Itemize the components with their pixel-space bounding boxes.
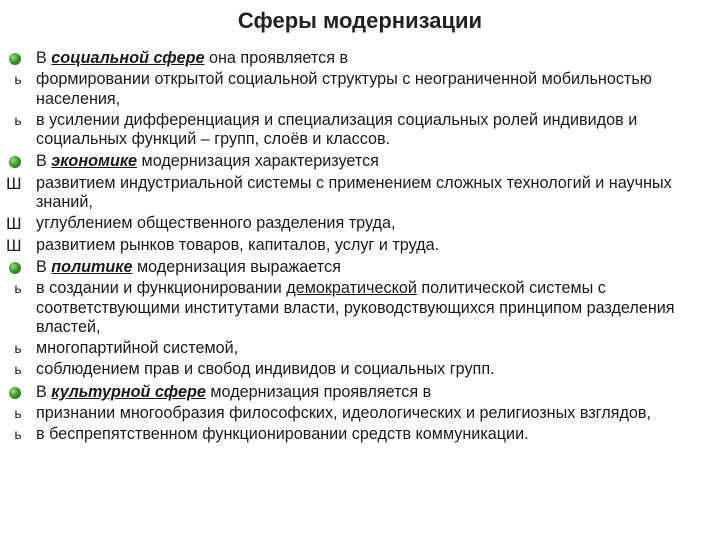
list-item-text: углублением общественного разделения труда,	[36, 214, 396, 233]
underlined-term: демократической	[286, 279, 417, 298]
keyword-culture: культурной сфере	[51, 382, 206, 401]
green-bullet-icon	[9, 156, 21, 168]
slide-title: Сферы модернизации	[237, 8, 483, 33]
bullet-marker: ь	[14, 280, 22, 297]
list-item-text: соблюдением прав и свобод индивидов и социальных групп.	[36, 360, 495, 379]
bullet-marker: Ш	[6, 235, 22, 255]
list-item-text: развитием рынков товаров, капиталов, услуг и труда.	[36, 235, 440, 254]
section-intro-social	[6, 49, 718, 68]
list-item	[6, 339, 718, 358]
bullet-marker: ь	[14, 426, 22, 443]
intro-text: В	[36, 382, 52, 401]
green-bullet-icon	[9, 387, 21, 399]
list-item	[6, 70, 718, 109]
section-intro-economy	[6, 152, 718, 171]
section-intro-politics	[6, 258, 718, 277]
slide-content	[6, 49, 718, 445]
list-item	[6, 360, 718, 379]
list-item-text: многопартийной системой,	[36, 339, 239, 358]
list-item	[6, 174, 718, 213]
intro-text: В	[36, 49, 52, 67]
bullet-marker: ь	[14, 111, 22, 128]
list-item-text: признании многообразия философских, идеологических и религиозных взглядов,	[36, 404, 651, 423]
keyword-politics: политике	[51, 257, 133, 276]
list-item	[6, 279, 718, 337]
bullet-marker: ь	[14, 71, 22, 88]
intro-text: модернизация характеризуется	[137, 152, 379, 171]
list-item	[6, 404, 718, 423]
green-bullet-icon	[9, 53, 21, 65]
keyword-economy: экономике	[51, 152, 138, 171]
intro-text: В	[36, 257, 52, 276]
list-item	[6, 236, 718, 255]
list-item	[6, 425, 718, 444]
bullet-marker: Ш	[6, 173, 22, 193]
section-intro-culture	[6, 383, 718, 402]
intro-text: модернизация выражается	[132, 257, 341, 276]
intro-text: она проявляется в	[204, 49, 349, 67]
bullet-marker: ь	[14, 405, 22, 422]
list-item	[6, 214, 718, 233]
list-item-text: формировании открытой социальной структуры с неограниченной мобильностью населения,	[36, 70, 652, 108]
list-item-text-pre: в создании и функционировании	[36, 279, 287, 298]
list-item-text-post: политической системы с соответствующими институтами власти, руководствующихся принципом разделения властей,	[36, 279, 675, 336]
list-item	[6, 111, 718, 150]
bullet-marker: Ш	[6, 214, 22, 234]
list-item-text: в усилении дифференциация и специализация социальных ролей индивидов и социальных функций – групп, слоёв и классов.	[36, 110, 638, 149]
keyword-social: социальной сфере	[51, 49, 205, 67]
intro-text: модернизация проявляется в	[205, 382, 432, 401]
intro-text: В	[36, 152, 52, 171]
bullet-marker: ь	[14, 361, 22, 378]
green-bullet-icon	[9, 262, 21, 274]
list-item-text: развитием индустриальной системы с применением сложных технологий и научных знаний,	[36, 173, 672, 212]
list-item-text: в беспрепятственном функционировании средств коммуникации.	[36, 425, 529, 444]
bullet-marker: ь	[14, 340, 22, 357]
